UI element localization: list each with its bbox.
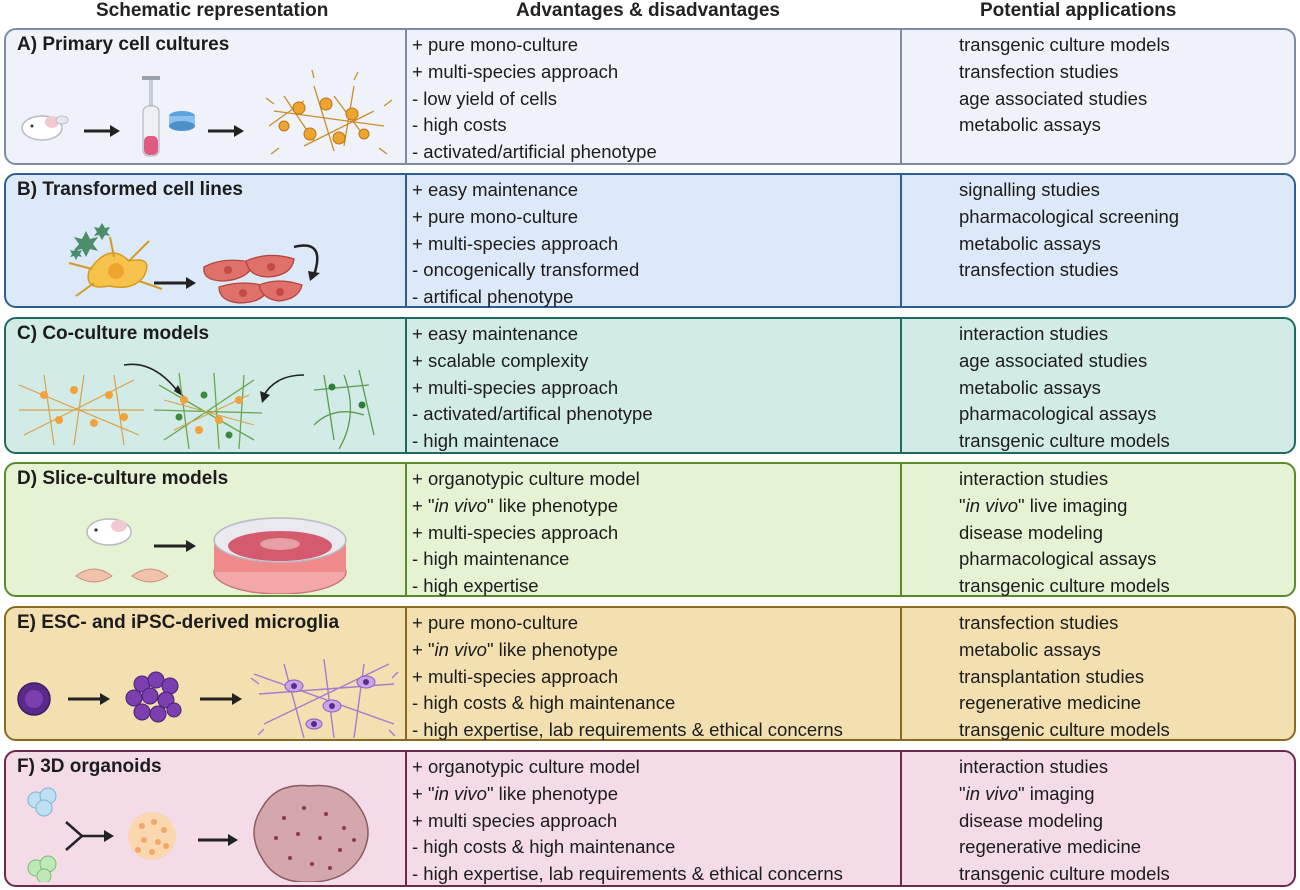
progenitor-cells-blue-icon [28, 788, 56, 816]
advantages-list [412, 32, 657, 166]
column-divider [900, 464, 902, 595]
item-text-pre: + organotypic culture model [412, 756, 640, 777]
item-text-pre: - high costs & high maintenance [412, 836, 676, 858]
item-text-pre: age associated studies [959, 87, 1148, 109]
embryoid-body-icon [128, 812, 176, 860]
column-divider [900, 319, 902, 452]
item-text-pre: interaction studies [959, 756, 1109, 777]
application-item [959, 86, 1170, 113]
header-advantages: Advantages & disadvantages [516, 0, 780, 21]
column-divider [405, 30, 407, 163]
row-3d-organoids [4, 750, 1296, 887]
advantage-item [412, 690, 843, 717]
advantage-item [412, 32, 657, 59]
transformed-cells-icon [204, 255, 302, 303]
application-item [959, 177, 1179, 204]
item-text-pre: + multi-species approach [412, 232, 619, 254]
row-title: F) 3D organoids [17, 756, 162, 777]
application-item [959, 834, 1170, 861]
advantage-item [412, 348, 653, 375]
item-text-pre: + easy maintenance [412, 323, 579, 344]
application-item [959, 781, 1170, 808]
application-item [959, 257, 1179, 284]
mouse-icon [87, 519, 131, 545]
arrow-icon [154, 277, 196, 289]
item-text-pre: + " [412, 638, 435, 660]
item-text-pre: - oncogenically transformed [412, 259, 640, 281]
item-text-pre: transgenic culture models [959, 863, 1170, 885]
advantage-item [412, 664, 843, 691]
item-text-pre: + pure mono-culture [412, 612, 579, 633]
item-text-pre: - high costs & high maintenance [412, 692, 676, 714]
item-text-italic: in vivo [434, 638, 487, 660]
advantage-item [412, 573, 640, 600]
application-item [959, 493, 1170, 520]
column-divider [405, 319, 407, 452]
item-text-pre: disease modeling [959, 809, 1103, 831]
organoid-icon [254, 785, 368, 882]
item-text-pre: transfection studies [959, 259, 1119, 281]
applications-list [959, 32, 1170, 139]
advantages-list [412, 754, 843, 888]
item-text-pre: age associated studies [959, 349, 1148, 371]
item-text-pre: pharmacological assays [959, 403, 1157, 425]
arrow-icon [208, 125, 244, 137]
item-text-pre: + pure mono-culture [412, 205, 579, 227]
stem-cell-illustration [14, 634, 399, 738]
item-text-post: " like phenotype [486, 782, 618, 804]
application-item [959, 717, 1170, 744]
application-item [959, 375, 1170, 402]
item-text-pre: metabolic assays [959, 232, 1101, 254]
advantage-item [412, 493, 640, 520]
application-item [959, 610, 1170, 637]
advantage-item [412, 781, 843, 808]
row-title: B) Transformed cell lines [17, 179, 243, 200]
item-text-pre: regenerative medicine [959, 836, 1142, 858]
application-item [959, 664, 1170, 691]
applications-list [959, 321, 1170, 455]
syringe-tube-icon [142, 76, 160, 156]
advantage-item [412, 375, 653, 402]
item-text-pre: " [959, 494, 966, 516]
advantage-item [412, 112, 657, 139]
column-divider [405, 608, 407, 739]
advantage-item [412, 59, 657, 86]
advantage-item [412, 428, 653, 455]
arrow-icon [84, 125, 120, 137]
column-divider [405, 464, 407, 595]
mouse-icon [22, 116, 68, 140]
row-title: E) ESC- and iPSC-derived microglia [17, 612, 340, 633]
item-text-italic: in vivo [434, 782, 487, 804]
application-item [959, 348, 1170, 375]
advantage-item [412, 204, 639, 231]
item-text-post: " imaging [1018, 782, 1095, 804]
item-text-pre: pharmacological screening [959, 205, 1180, 227]
item-text-pre: metabolic assays [959, 638, 1101, 660]
advantage-item [412, 637, 843, 664]
applications-list [959, 466, 1170, 600]
advantage-item [412, 808, 843, 835]
item-text-pre: - activated/artificial phenotype [412, 141, 657, 163]
item-text-pre: - low yield of cells [412, 87, 557, 109]
header-applications: Potential applications [980, 0, 1177, 21]
advantage-item [412, 321, 653, 348]
application-item [959, 466, 1170, 493]
item-text-pre: transgenic culture models [959, 719, 1170, 741]
row-co-culture-models [4, 317, 1296, 454]
item-text-post: " live imaging [1018, 494, 1128, 516]
item-text-post: " like phenotype [486, 494, 618, 516]
advantage-item [412, 177, 639, 204]
item-text-pre: - high maintenace [412, 430, 560, 452]
item-text-post: " like phenotype [486, 638, 618, 660]
advantage-item [412, 546, 640, 573]
advantage-item [412, 717, 843, 744]
item-text-italic: in vivo [965, 494, 1019, 516]
application-item [959, 754, 1170, 781]
application-item [959, 204, 1179, 231]
microglia-cells-icon [266, 70, 392, 154]
brain-slices-icon [76, 569, 168, 582]
item-text-pre: + multi-species approach [412, 376, 619, 398]
item-text-pre: transgenic culture models [959, 430, 1170, 452]
primary-culture-illustration [14, 56, 399, 160]
virus-particles-icon [70, 223, 110, 260]
item-text-pre: - artifical phenotype [412, 286, 574, 308]
item-text-pre: - high maintenance [412, 548, 570, 570]
arrow-icon [154, 540, 196, 552]
application-item [959, 861, 1170, 888]
item-text-pre: - high expertise, lab requirements & ethical concerns [412, 863, 843, 885]
co-culture-illustration [14, 345, 399, 449]
application-item [959, 573, 1170, 600]
item-text-pre: transfection studies [959, 60, 1119, 82]
item-text-italic: in vivo [434, 494, 487, 516]
row-title: D) Slice-culture models [17, 468, 229, 489]
row-primary-cell-cultures [4, 28, 1296, 165]
advantage-item [412, 466, 640, 493]
advantage-item [412, 520, 640, 547]
item-text-pre: + scalable complexity [412, 349, 589, 371]
item-text-pre: regenerative medicine [959, 692, 1142, 714]
item-text-pre: metabolic assays [959, 114, 1101, 136]
progenitor-cells-green-icon [28, 856, 56, 882]
culture-dish-icon [214, 518, 346, 594]
applications-list [959, 754, 1170, 888]
item-text-pre: + multi-species approach [412, 521, 619, 543]
application-item [959, 637, 1170, 664]
item-text-pre: interaction studies [959, 468, 1109, 489]
item-text-pre: + easy maintenance [412, 179, 579, 200]
column-divider [405, 175, 407, 306]
row-title: A) Primary cell cultures [17, 34, 230, 55]
stem-cell-icon [18, 683, 50, 715]
item-text-pre: transfection studies [959, 612, 1119, 633]
slice-culture-illustration [14, 490, 399, 594]
item-text-pre: + " [412, 782, 435, 804]
advantage-item [412, 754, 843, 781]
neurons-icon [314, 370, 374, 449]
advantage-item [412, 257, 639, 284]
item-text-pre: + pure mono-culture [412, 34, 579, 55]
item-text-pre: - high expertise [412, 575, 539, 597]
advantages-list [412, 610, 843, 744]
curved-arrow-icon [294, 246, 320, 281]
arrow-icon [200, 693, 242, 705]
application-item [959, 112, 1170, 139]
item-text-pre: signalling studies [959, 179, 1100, 200]
application-item [959, 32, 1170, 59]
item-text-pre: interaction studies [959, 323, 1109, 344]
advantage-item [412, 401, 653, 428]
application-item [959, 401, 1170, 428]
item-text-pre: - high expertise, lab requirements & ethical concerns [412, 719, 843, 741]
application-item [959, 231, 1179, 258]
item-text-pre: transplantation studies [959, 665, 1145, 687]
item-text-pre: - high costs [412, 114, 507, 136]
column-divider [900, 752, 902, 885]
advantage-item [412, 861, 843, 888]
item-text-pre: transgenic culture models [959, 34, 1170, 55]
advantage-item [412, 139, 657, 166]
microglia-cells-icon [19, 375, 144, 445]
organoid-illustration [14, 778, 399, 882]
applications-list [959, 177, 1179, 284]
header-schematic: Schematic representation [96, 0, 329, 21]
item-text-pre: metabolic assays [959, 376, 1101, 398]
item-text-pre: + organotypic culture model [412, 468, 640, 489]
item-text-pre: disease modeling [959, 521, 1103, 543]
advantage-item [412, 86, 657, 113]
application-item [959, 520, 1170, 547]
row-slice-culture-models [4, 462, 1296, 597]
item-text-pre: + " [412, 494, 435, 516]
item-text-pre: pharmacological assays [959, 548, 1157, 570]
item-text-pre: + multi-species approach [412, 665, 619, 687]
cell-strainer-icon [169, 111, 195, 131]
arrow-icon [198, 834, 238, 846]
transformed-cells-illustration [14, 201, 399, 305]
microglia-cells-icon [251, 659, 398, 738]
application-item [959, 428, 1170, 455]
advantage-item [412, 284, 639, 311]
item-text-pre: + multi-species approach [412, 60, 619, 82]
advantages-list [412, 466, 640, 600]
column-divider [900, 175, 902, 306]
application-item [959, 808, 1170, 835]
advantage-item [412, 610, 843, 637]
row-title: C) Co-culture models [17, 323, 210, 344]
item-text-pre: transgenic culture models [959, 575, 1170, 597]
column-divider [900, 608, 902, 739]
advantages-list [412, 177, 639, 311]
advantage-item [412, 834, 843, 861]
merge-arrow-icon [66, 822, 106, 850]
cell-colony-icon [126, 672, 181, 722]
column-divider [405, 752, 407, 885]
column-divider [900, 30, 902, 163]
curved-arrow-icon [260, 375, 304, 403]
application-item [959, 546, 1170, 573]
row-esc-ipsc-microglia [4, 606, 1296, 741]
application-item [959, 690, 1170, 717]
item-text-italic: in vivo [965, 782, 1019, 804]
item-text-pre: - activated/artifical phenotype [412, 403, 653, 425]
mixed-culture-icon [154, 373, 262, 449]
application-item [959, 59, 1170, 86]
item-text-pre: " [959, 782, 966, 804]
arrow-icon [68, 693, 110, 705]
applications-list [959, 610, 1170, 744]
row-transformed-cell-lines [4, 173, 1296, 308]
application-item [959, 321, 1170, 348]
advantage-item [412, 231, 639, 258]
advantages-list [412, 321, 653, 455]
item-text-pre: + multi species approach [412, 809, 618, 831]
